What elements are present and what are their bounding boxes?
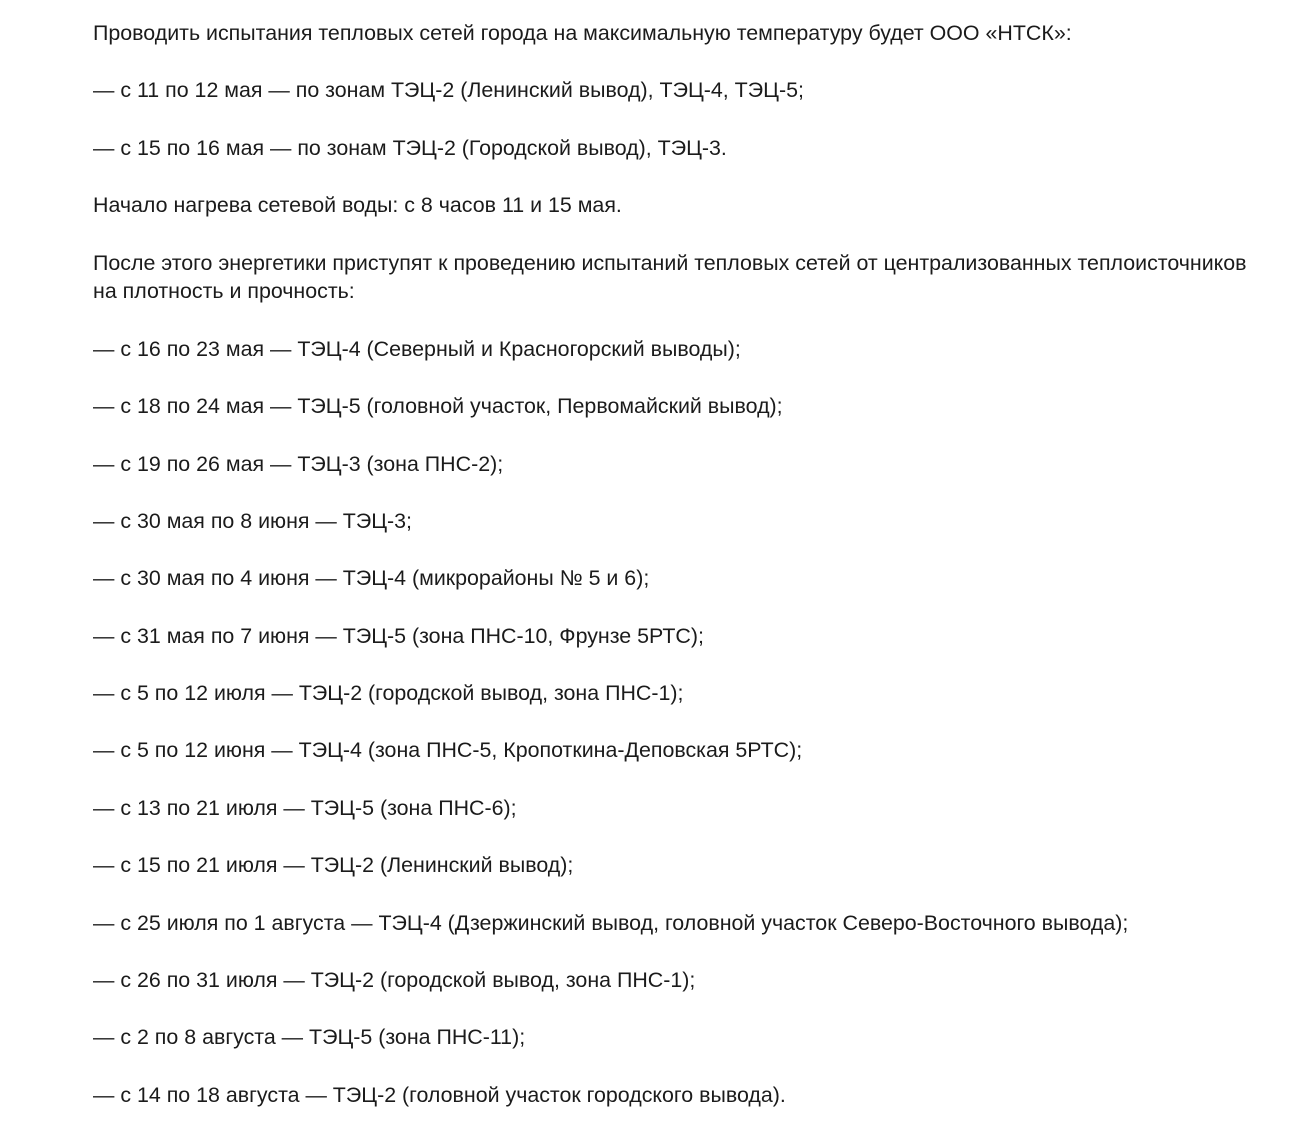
pressure-test-schedule-item: — с 15 по 21 июля — ТЭЦ-2 (Ленинский вывод);: [93, 853, 574, 878]
pressure-test-schedule-item: — с 19 по 26 мая — ТЭЦ-3 (зона ПНС-2);: [93, 451, 504, 476]
pressure-test-schedule-item: — с 5 по 12 июля — ТЭЦ-2 (городской вывод, зона ПНС-1);: [93, 681, 684, 706]
pressure-test-schedule-item: — с 25 июля по 1 августа — ТЭЦ-4 (Дзержинский вывод, головной участок Северо-Восточного вывода);: [93, 910, 1129, 935]
paragraph-line: на плотность и прочность:: [93, 279, 355, 304]
pressure-test-schedule-item: — с 16 по 23 мая — ТЭЦ-4 (Северный и Красногорский выводы);: [93, 336, 741, 361]
paragraph-line: После этого энергетики приступят к проведению испытаний тепловых сетей от централизованных теплоисточников: [93, 250, 1247, 275]
pressure-test-schedule-item: — с 14 по 18 августа — ТЭЦ-2 (головной участок городского вывода).: [93, 1082, 786, 1107]
pressure-test-schedule-item: — с 5 по 12 июня — ТЭЦ-4 (зона ПНС-5, Кропоткина-Деповская 5РТС);: [93, 738, 803, 763]
pressure-test-schedule-item: — с 26 по 31 июля — ТЭЦ-2 (городской вывод, зона ПНС-1);: [93, 968, 696, 993]
max-temp-schedule-item: — с 15 по 16 мая — по зонам ТЭЦ-2 (Городской вывод), ТЭЦ-3.: [93, 135, 727, 160]
max-temp-schedule-item: — с 11 по 12 мая — по зонам ТЭЦ-2 (Ленинский вывод), ТЭЦ-4, ТЭЦ-5;: [93, 78, 804, 103]
pressure-test-schedule-item: — с 30 мая по 8 июня — ТЭЦ-3;: [93, 508, 412, 533]
pressure-test-schedule-item: — с 30 мая по 4 июня — ТЭЦ-4 (микрорайоны № 5 и 6);: [93, 566, 650, 591]
pressure-test-schedule-item: — с 13 по 21 июля — ТЭЦ-5 (зона ПНС-6);: [93, 795, 517, 820]
intro-paragraph: Проводить испытания тепловых сетей города на максимальную температуру будет ООО «НТСК»:: [93, 21, 1072, 45]
pressure-test-schedule-item: — с 18 по 24 мая — ТЭЦ-5 (головной участок, Первомайский вывод);: [93, 394, 783, 419]
second-intro-paragraph: [93, 249, 1297, 307]
pressure-test-schedule-item: — с 2 по 8 августа — ТЭЦ-5 (зона ПНС-11);: [93, 1025, 526, 1050]
pressure-test-schedule-item: — с 31 мая по 7 июня — ТЭЦ-5 (зона ПНС-10, Фрунзе 5РТС);: [93, 623, 704, 648]
heating-start-paragraph: Начало нагрева сетевой воды: с 8 часов 11 и 15 мая.: [93, 193, 622, 218]
